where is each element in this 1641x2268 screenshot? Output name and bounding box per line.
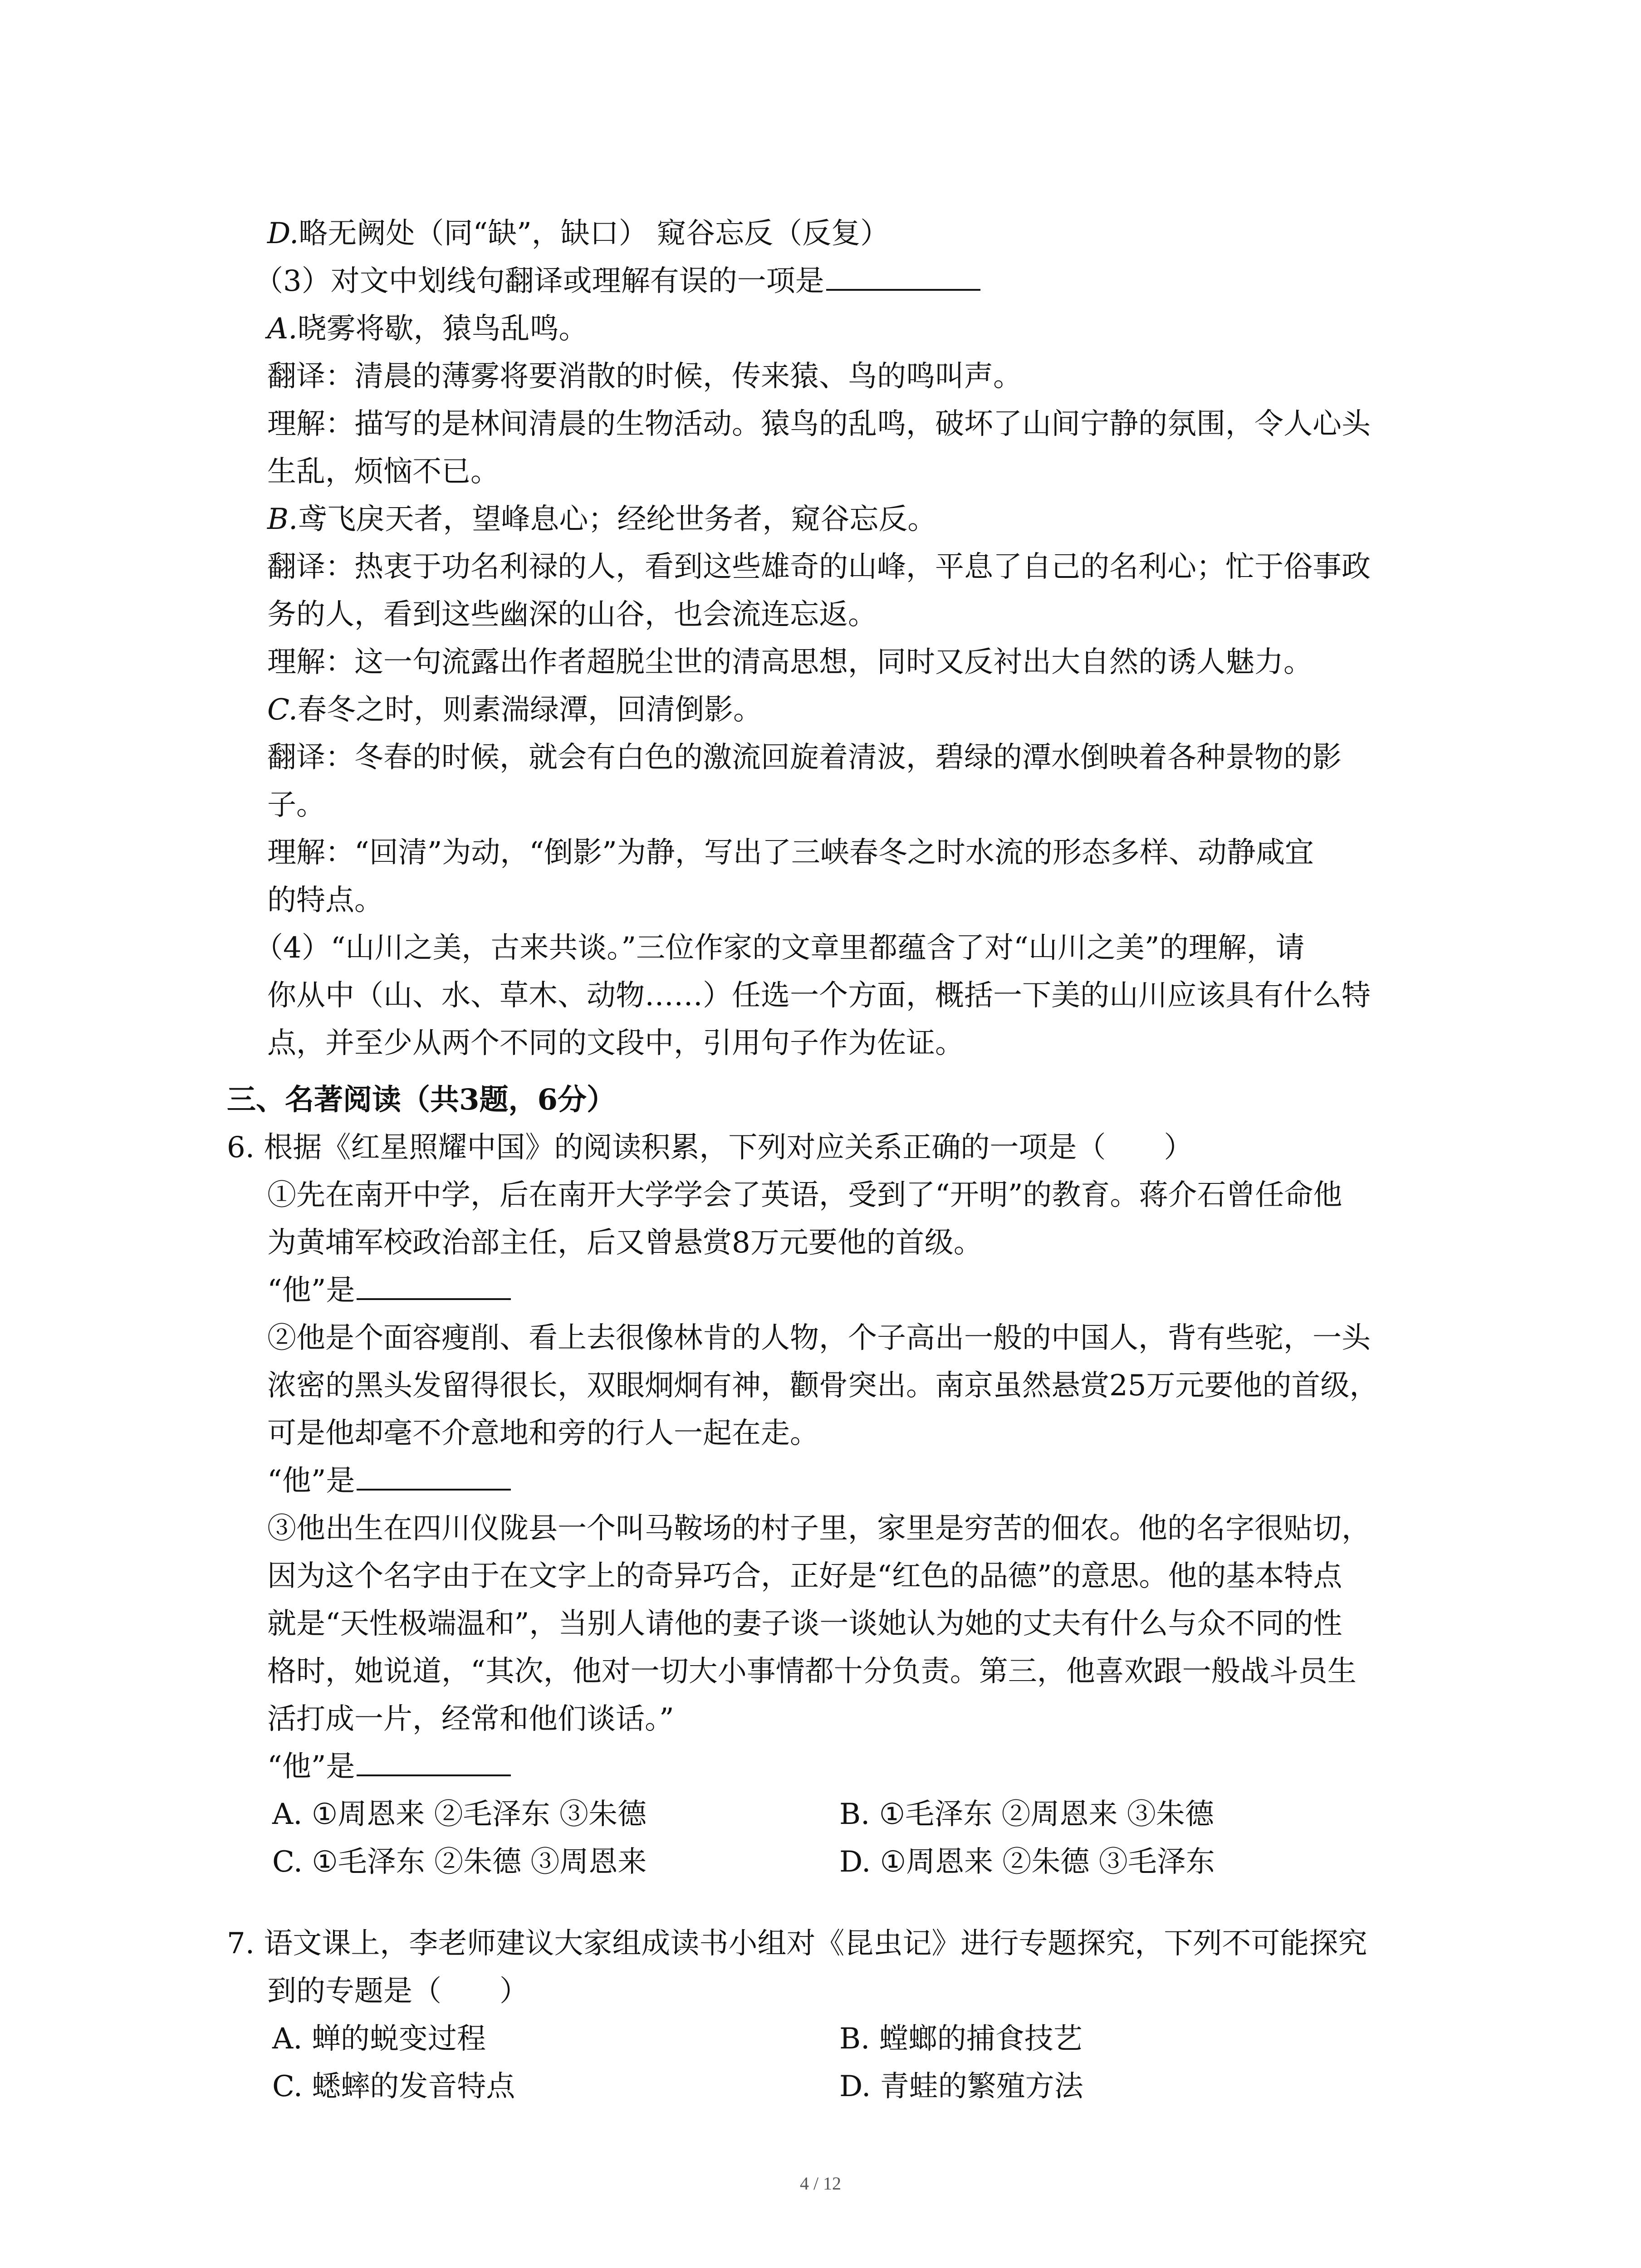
q6-passage1-line2: 为黄埔军校政治部主任，后又曾悬赏8万元要他的首级。 [267, 1226, 983, 1260]
answer-blank[interactable] [357, 1270, 511, 1300]
q6-passage2-line2: 浓密的黑头发留得很长，双眼炯炯有神，颧骨突出。南京虽然悬赏25万元要他的首级， [267, 1369, 1379, 1403]
answer-blank[interactable] [357, 1746, 511, 1776]
answer-prompt: “他”是 [267, 1274, 355, 1307]
option-letter: D. [267, 217, 299, 250]
sub3-option-b [267, 499, 936, 540]
q6-stem: 6. 根据《红星照耀中国》的阅读积累，下列对应关系正确的一项是（ ） [227, 1131, 1193, 1164]
sub3-option-c [267, 689, 762, 730]
q6-passage1-line1: ①先在南开中学，后在南开大学学会了英语，受到了“开明”的教育。蒋介石曾任命他 [267, 1178, 1342, 1212]
answer-prompt: “他”是 [267, 1750, 355, 1784]
q6-answer-2 [267, 1461, 511, 1501]
q6-passage3-line4: 格时，她说道，“其次，他对一切大小事情都十分负责。第三，他喜欢跟一般战斗员生 [267, 1655, 1357, 1688]
q6-passage3-line3: 就是“天性极端温和”，当别人请他的妻子谈一谈她认为她的丈夫有什么与众不同的性 [267, 1607, 1342, 1641]
option-c-translation-1: 翻译：冬春的时候，就会有白色的激流回旋着清波，碧绿的潭水倒映着各种景物的影 [267, 741, 1342, 774]
option-b-understanding: 理解：这一句流露出作者超脱尘世的清高思想，同时又反衬出大自然的诱人魅力。 [267, 645, 1313, 679]
answer-blank[interactable] [826, 261, 980, 291]
q6-option-d[interactable]: D. ①周恩来 ②朱德 ③毛泽东 [839, 1845, 1215, 1879]
q6-answer-3 [267, 1746, 511, 1787]
q7-stem-line2: 到的专题是（ ） [267, 1975, 529, 2008]
option-c-translation-2: 子。 [267, 788, 325, 822]
answer-prompt: “他”是 [267, 1464, 355, 1498]
q6-passage2-line3: 可是他却毫不介意地和旁的行人一起在走。 [267, 1417, 819, 1450]
q5-sub4-line2: 你从中（山、水、草木、动物……）任选一个方面，概括一下美的山川应该具有什么特 [267, 979, 1371, 1012]
sub3-option-a [267, 308, 588, 349]
q5-sub4-line3: 点，并至少从两个不同的文段中，引用句子作为佐证。 [267, 1026, 964, 1060]
page-number: 4 / 12 [799, 2173, 842, 2194]
option-sentence: 晓雾将歇，猿鸟乱鸣。 [297, 312, 588, 346]
option-b-translation-1: 翻译：热衷于功名利禄的人，看到这些雄奇的山峰，平息了自己的名利心；忙于俗事政 [267, 550, 1371, 584]
q5-option-d [267, 213, 889, 254]
option-sentence: 春冬之时，则素湍绿潭，回清倒影。 [298, 693, 763, 727]
option-c-understanding-1: 理解：“回清”为动，“倒影”为静，写出了三峡春冬之时水流的形态多样、动静咸宜 [267, 836, 1314, 870]
q6-passage3-line5: 活打成一片，经常和他们谈话。” [267, 1702, 674, 1736]
option-letter: C. [267, 693, 298, 727]
option-sentence: 鸢飞戾天者，望峰息心；经纶世务者，窥谷忘反。 [298, 503, 937, 536]
option-letter: B. [267, 503, 298, 536]
q6-option-c[interactable]: C. ①毛泽东 ②朱德 ③周恩来 [272, 1845, 647, 1879]
answer-blank[interactable] [357, 1461, 511, 1491]
q5-sub3-stem [254, 261, 980, 302]
option-a-translation: 翻译：清晨的薄雾将要消散的时候，传来猿、鸟的鸣叫声。 [267, 360, 1022, 393]
q7-stem-line1: 7. 语文课上，李老师建议大家组成读书小组对《昆虫记》进行专题探究，下列不可能探究 [227, 1927, 1367, 1960]
q6-passage2-line1: ②他是个面容瘦削、看上去很像林肯的人物，个子高出一般的中国人，背有些驼，一头 [267, 1321, 1371, 1355]
q7-option-a[interactable]: A. 蝉的蜕变过程 [272, 2022, 486, 2056]
q6-passage3-line1: ③他出生在四川仪陇县一个叫马鞍场的村子里，家里是穷苦的佃农。他的名字很贴切， [267, 1512, 1371, 1545]
option-b-translation-2: 务的人，看到这些幽深的山谷，也会流连忘返。 [267, 598, 877, 631]
option-text: 略无阙处（同“缺”，缺口） 窥谷忘反（反复） [299, 217, 890, 250]
q6-option-a[interactable]: A. ①周恩来 ②毛泽东 ③朱德 [272, 1798, 647, 1831]
option-letter: A. [267, 312, 298, 346]
q6-option-b[interactable]: B. ①毛泽东 ②周恩来 ③朱德 [839, 1798, 1214, 1831]
sub3-stem-text: （3）对文中划线句翻译或理解有误的一项是 [254, 264, 824, 298]
q6-passage3-line2: 因为这个名字由于在文字上的奇异巧合，正好是“红色的品德”的意思。他的基本特点 [267, 1559, 1342, 1593]
section-title: 三、名著阅读（共3题，6分） [227, 1083, 616, 1117]
q7-option-b[interactable]: B. 螳螂的捕食技艺 [839, 2022, 1083, 2056]
q7-option-d[interactable]: D. 青蛙的繁殖方法 [839, 2070, 1083, 2103]
option-a-understanding-1: 理解：描写的是林间清晨的生物活动。猿鸟的乱鸣，破坏了山间宁静的氛围，令人心头 [267, 407, 1371, 441]
option-a-understanding-2: 生乱，烦恼不已。 [267, 455, 500, 489]
option-c-understanding-2: 的特点。 [267, 884, 383, 917]
q5-sub4-line1: （4）“山川之美，古来共谈。”三位作家的文章里都蕴含了对“山川之美”的理解，请 [254, 931, 1305, 965]
q7-option-c[interactable]: C. 蟋蟀的发音特点 [272, 2070, 515, 2103]
q6-answer-1 [267, 1270, 511, 1311]
